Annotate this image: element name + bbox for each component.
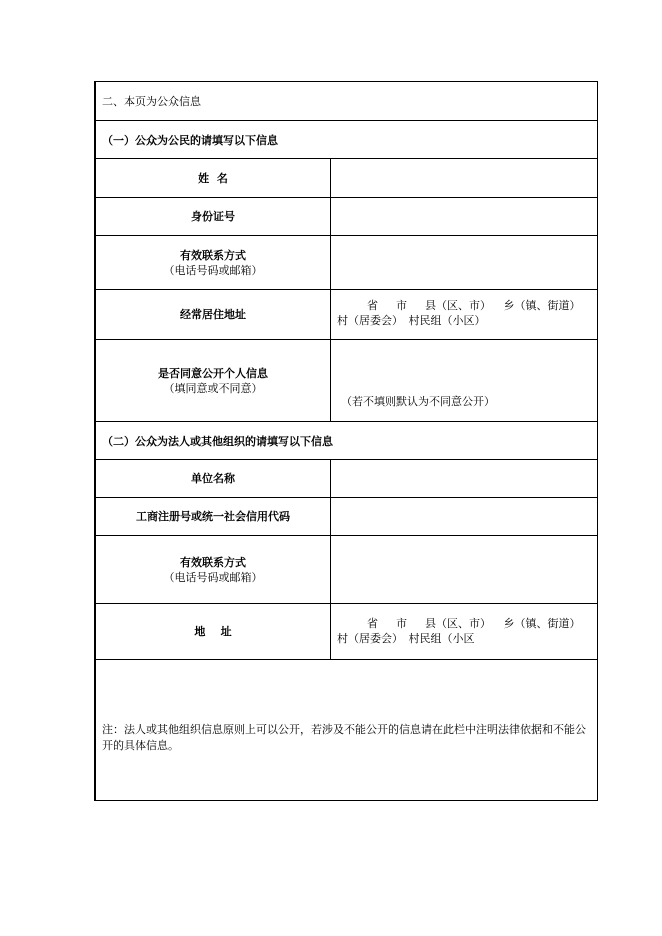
- address-line-2: 村（居委会） 村民组（小区）: [337, 314, 486, 327]
- public-info-form: [94, 81, 598, 801]
- id-number-field[interactable]: [331, 198, 597, 235]
- citizen-heading-row: [96, 121, 597, 159]
- consent-hint: （若不填则默认为不同意公开）: [341, 395, 495, 408]
- registration-field[interactable]: [331, 498, 597, 535]
- citizen-heading: （一）公众为公民的请填写以下信息: [102, 133, 278, 147]
- unit-label-cell: [96, 460, 331, 497]
- citizen-name-row: [96, 159, 597, 198]
- consent-label-cell: [96, 340, 331, 421]
- address-field[interactable]: [331, 290, 597, 339]
- org-contact-row: [96, 536, 597, 604]
- org-contact-field[interactable]: [331, 536, 597, 603]
- organization-heading-row: [96, 422, 597, 460]
- section-title-row: [96, 82, 597, 121]
- registration-label: 工商注册号或统一社会信用代码: [136, 510, 290, 523]
- section-title: 二、本页为公众信息: [102, 95, 201, 108]
- address-line-1: 省 市 县（区、市） 乡（镇、街道）: [367, 299, 581, 312]
- name-label-cell: [96, 159, 331, 197]
- registration-label-cell: [96, 498, 331, 535]
- unit-name-label: 单位名称: [191, 472, 235, 485]
- org-registration-row: [96, 498, 597, 536]
- organization-heading: （二）公众为法人或其他组织的请填写以下信息: [102, 434, 333, 448]
- contact-label-cell: [96, 236, 331, 289]
- org-contact-label: 有效联系方式: [180, 555, 246, 569]
- contact-field[interactable]: [331, 236, 597, 289]
- org-address-label-cell: [96, 604, 331, 659]
- org-address-line-1: 省 市 县（区、市） 乡（镇、街道）: [367, 617, 581, 630]
- citizen-address-row: [96, 290, 597, 340]
- org-address-field[interactable]: [331, 604, 597, 659]
- consent-field[interactable]: [331, 340, 597, 421]
- org-contact-sublabel: （电话号码或邮箱）: [163, 570, 263, 584]
- consent-sublabel: （填同意或不同意）: [163, 382, 263, 395]
- name-field[interactable]: [331, 159, 597, 197]
- org-address-label: 地 址: [194, 625, 232, 638]
- org-unit-row: [96, 460, 597, 498]
- contact-label: 有效联系方式: [180, 248, 246, 262]
- org-address-row: [96, 604, 597, 660]
- address-label-cell: [96, 290, 331, 339]
- note-text: 注：法人或其他组织信息原则上可以公开，若涉及不能公开的信息请在此栏中注明法律依据和不能公开的具体信息。: [102, 723, 586, 752]
- citizen-contact-row: [96, 236, 597, 290]
- org-contact-label-cell: [96, 536, 331, 603]
- consent-label: 是否同意公开个人信息: [158, 367, 268, 380]
- address-label: 经常居住地址: [180, 308, 246, 321]
- citizen-id-row: [96, 198, 597, 236]
- note-row[interactable]: [96, 660, 597, 800]
- unit-name-field[interactable]: [331, 460, 597, 497]
- id-label: 身份证号: [191, 210, 235, 223]
- id-label-cell: [96, 198, 331, 235]
- org-address-line-2: 村（居委会） 村民组（小区: [337, 632, 475, 645]
- contact-sublabel: （电话号码或邮箱）: [163, 263, 263, 277]
- citizen-consent-row: [96, 340, 597, 422]
- name-label: 姓 名: [198, 171, 228, 185]
